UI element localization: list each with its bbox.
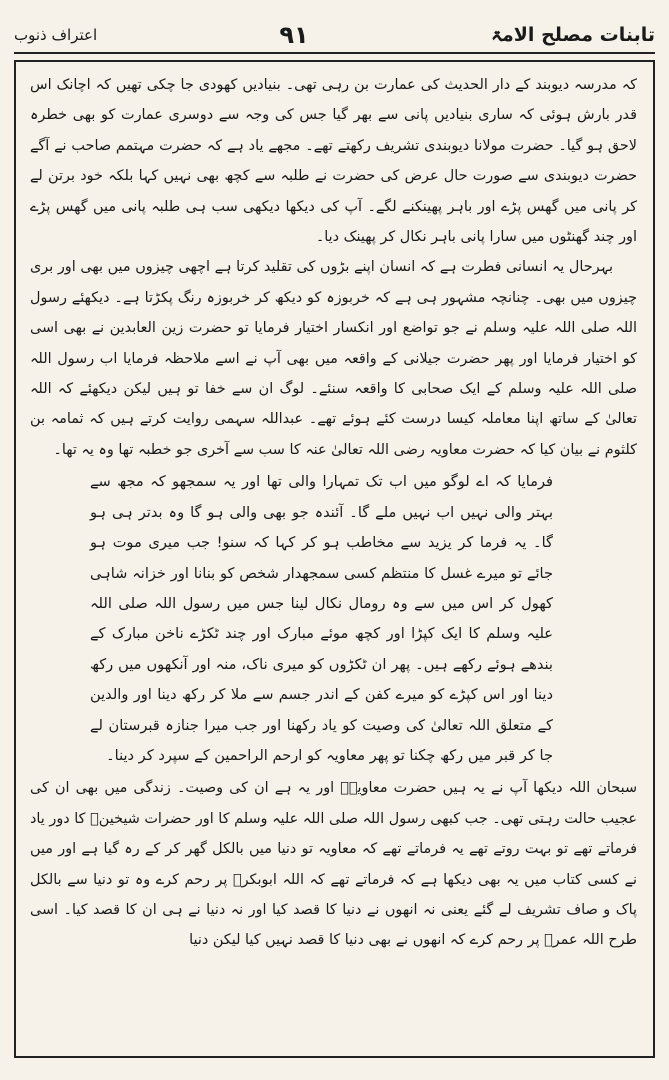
text-frame — [14, 60, 655, 1058]
page-number: ۹۱ — [279, 21, 309, 49]
quoted-sermon: فرمایا کہ اے لوگو میں اب تک تمہارا والی تھا اور یہ سمجھو کہ مجھ سے بہتر والی نہیں اب نہیں ملے گا۔ آئندہ جو بھی والی ہو گا وہ بدتر ہی ہو گا۔ یہ فرما کر یزید سے مخاطب ہو کر کہا کہ سنو! جب میری موت ہو جائے تو میرے غسل کا منتظم کسی سمجھدار شخص کو بنانا اور خزانہ شاہی کھول کر اس میں سے وہ رومال نکال لینا جس میں رسول اللہ صلی اللہ علیہ وسلم کا ایک کپڑا اور کچھ موئے مبارک اور چند ٹکڑے ناخن مبارک کے بندھے ہوئے رکھے ہیں۔ پھر ان ٹکڑوں کو میری ناک، منہ اور آنکھوں میں رکھ دینا اور اس کپڑے کو میرے کفن کے اندر جسم سے ملا کر رکھ دینا اور والدین کے متعلق اللہ تعالیٰ کی وصیت کو یاد رکھنا اور جب میرا جنازہ قبرستان لے جا کر قبر میں رکھ چکنا تو پھر معاویہ کو ارحم الراحمین کے سپرد کر دینا۔ — [90, 473, 553, 764]
paragraph: کہ مدرسہ دیوبند کے دار الحدیث کی عمارت بن رہی تھی۔ بنیادیں کھودی جا چکی تھیں کہ اچانک اس قدر بارش ہوئی کہ ساری بنیادیں پانی سے بھر گیا جس کی وجہ سے دوسری عمارت کو بھی خطرہ لاحق ہو گیا۔ حضرت مولانا دیوبندی تشریف رکھتے تھے۔ مجھے یاد ہے کہ حضرت مہتمم صاحب نے آگے حضرت دیوبندی سے صورت حال عرض کی حضرت نے طلبہ سے کچھ بھی نہیں کہا بلکہ خود برتن لے کر پانی میں گھس پڑے اور باہر پھینکنے لگے۔ آپ کی دیکھا دیکھی سب ہی طلبہ پانی میں گھس پڑے اور چند گھنٹوں میں سارا پانی باہر نکال کر پھینک دیا۔ — [30, 77, 637, 246]
paragraph: سبحان اللہ دیکھا آپ نے یہ ہیں حضرت معاویہؓ اور یہ ہے ان کی وصیت۔ زندگی میں بھی ان کی عجیب حالت رہتی تھی۔ جب کبھی رسول اللہ صلی اللہ علیہ وسلم کا اور حضرات شیخینؓ کا دور یاد فرماتے تھے تو بہت روتے تھے یہ فرماتے تھے کہ معاویہ تو دنیا میں بالکل گھر کر کے رہ گیا ہے اور میں نے کسی کتاب میں یہ بھی دیکھا ہے کہ فرماتے تھے کہ اللہ ابوبکرؓ پر رحم کرے وہ تو دنیا سے بالکل پاک و صاف تشریف لے گئے یعنی نہ انھوں نے دنیا کا قصد کیا اور نہ دنیا نے ہی ان کا قصد کیا۔ اسی طرح اللہ عمرؓ پر رحم کرے کہ انھوں نے بھی دنیا کا قصد نہیں کیا لیکن دنیا — [30, 780, 637, 949]
paragraph: بہرحال یہ انسانی فطرت ہے کہ انسان اپنے بڑوں کی تقلید کرتا ہے اچھی چیزوں میں بھی اور بری چیزوں میں بھی۔ چنانچہ مشہور ہی ہے کہ خربوزہ کو دیکھ کر خربوزہ رنگ پکڑتا ہے۔ دیکھئے رسول اللہ صلی اللہ علیہ وسلم نے جو تواضع اور انکسار اختیار فرمایا تو حضرت زین العابدین نے بھی اسی کو اختیار فرمایا اور پھر حضرت جیلانی کے واقعہ میں بھی آپ نے اسے ملاحظہ فرمایا اب رسول اللہ صلی اللہ علیہ وسلم کے ایک صحابی کا واقعہ سنئے۔ لوگ ان سے خفا تو ہیں لیکن دیکھئے کہ اللہ تعالیٰ کے ساتھ اپنا معاملہ کیسا درست کئے ہوئے تھے۔ عبداللہ سہمی روایت کرتے ہیں کہ ثمامہ بن کلثوم نے بیان کیا کہ حضرت معاویہ رضی اللہ تعالیٰ عنہ کا سب سے آخری جو خطبہ تھا وہ یہ تھا۔ — [30, 259, 637, 458]
section-title: اعتراف ذنوب — [14, 26, 98, 44]
book-title: تابنات مصلح الامۃ — [490, 24, 655, 46]
page-header — [14, 18, 655, 54]
